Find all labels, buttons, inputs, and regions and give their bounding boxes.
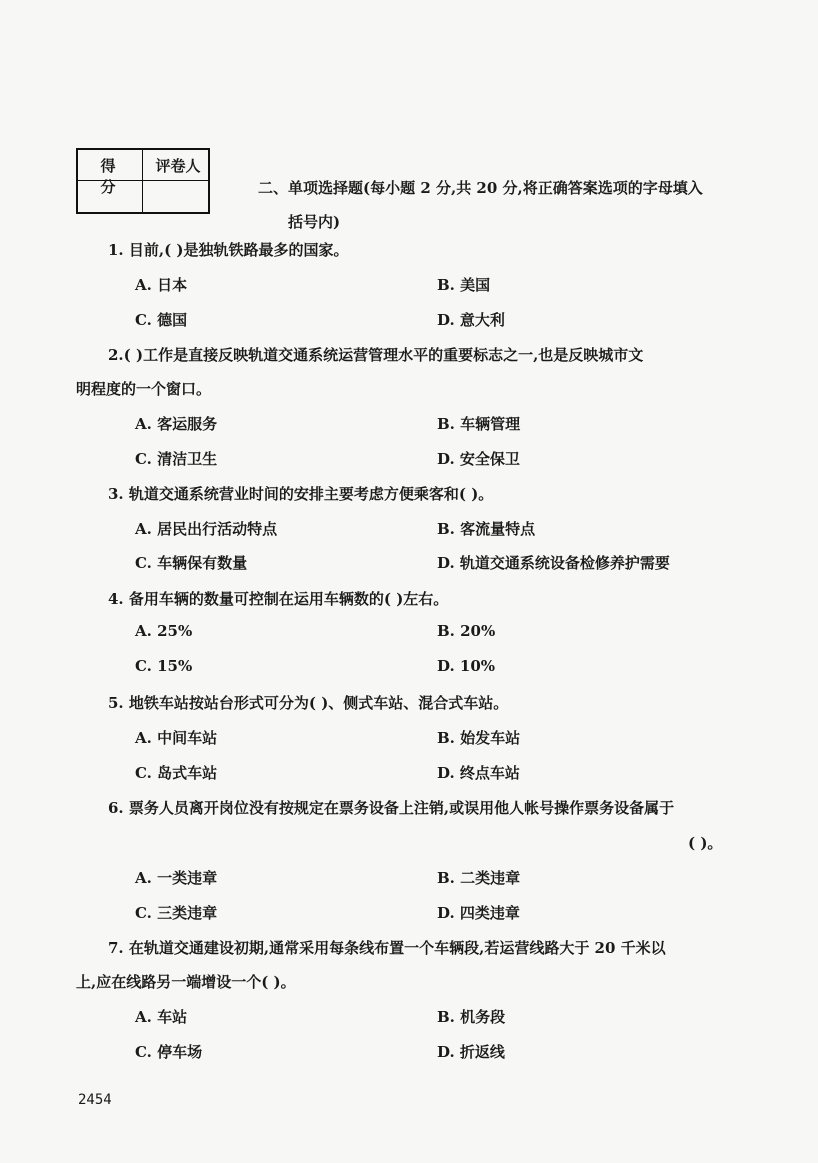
q1-option-a: A. 日本 bbox=[135, 276, 188, 294]
section-title bbox=[258, 171, 758, 239]
q3-option-d: D. 轨道交通系统设备检修养护需要 bbox=[437, 554, 670, 572]
q2-option-d: D. 安全保卫 bbox=[437, 450, 520, 468]
q6-option-a: A. 一类违章 bbox=[135, 869, 218, 887]
q2-option-c: C. 清洁卫生 bbox=[135, 450, 218, 468]
q1-option-c: C. 德国 bbox=[135, 311, 188, 329]
question-7-line1: 7. 在轨道交通建设初期,通常采用每条线布置一个车辆段,若运营线路大于 20 千米以 bbox=[108, 939, 666, 957]
q3-option-c: C. 车辆保有数量 bbox=[135, 554, 248, 572]
q7-option-d: D. 折返线 bbox=[437, 1043, 505, 1061]
question-1: 1. 目前,( )是独轨铁路最多的国家。 bbox=[108, 241, 349, 259]
question-6-line1: 6. 票务人员离开岗位没有按规定在票务设备上注销,或误用他人帐号操作票务设备属于 bbox=[108, 799, 675, 817]
q4-option-a: A. 25% bbox=[135, 622, 193, 640]
q2-option-b: B. 车辆管理 bbox=[437, 415, 521, 433]
score-header: 得 分 bbox=[100, 157, 124, 196]
q7-option-b: B. 机务段 bbox=[437, 1008, 506, 1026]
q4-option-d: D. 10% bbox=[437, 657, 496, 675]
q6-option-c: C. 三类违章 bbox=[135, 904, 218, 922]
question-2-line2: 明程度的一个窗口。 bbox=[76, 380, 212, 398]
q4-option-b: B. 20% bbox=[437, 622, 496, 640]
q1-option-b: B. 美国 bbox=[437, 276, 491, 294]
q6-option-b: B. 二类违章 bbox=[437, 869, 521, 887]
q3-option-a: A. 居民出行活动特点 bbox=[135, 520, 278, 538]
section-title-line1: 二、单项选择题(每小题 2 分,共 20 分,将正确答案选项的字母填入 bbox=[258, 179, 703, 197]
question-7-line2: 上,应在线路另一端增设一个( )。 bbox=[76, 973, 296, 991]
table-divider-vertical bbox=[142, 150, 143, 212]
q7-option-a: A. 车站 bbox=[135, 1008, 188, 1026]
q1-option-d: D. 意大利 bbox=[437, 311, 505, 329]
question-4: 4. 备用车辆的数量可控制在运用车辆数的( )左右。 bbox=[108, 590, 449, 608]
q5-option-d: D. 终点车站 bbox=[437, 764, 520, 782]
page-number: 2454 bbox=[78, 1092, 112, 1108]
q5-option-c: C. 岛式车站 bbox=[135, 764, 218, 782]
question-2-line1: 2.( )工作是直接反映轨道交通系统运营管理水平的重要标志之一,也是反映城市文 bbox=[108, 346, 644, 364]
q5-option-a: A. 中间车站 bbox=[135, 729, 218, 747]
question-6-line2: ( )。 bbox=[688, 834, 723, 852]
section-title-line2: 括号内) bbox=[288, 213, 341, 231]
q6-option-d: D. 四类违章 bbox=[437, 904, 520, 922]
question-5: 5. 地铁车站按站台形式可分为( )、侧式车站、混合式车站。 bbox=[108, 694, 509, 712]
grader-header: 评卷人 bbox=[155, 157, 201, 175]
q4-option-c: C. 15% bbox=[135, 657, 193, 675]
q7-option-c: C. 停车场 bbox=[135, 1043, 203, 1061]
score-table bbox=[76, 148, 210, 214]
question-3: 3. 轨道交通系统营业时间的安排主要考虑方便乘客和( )。 bbox=[108, 485, 494, 503]
q5-option-b: B. 始发车站 bbox=[437, 729, 521, 747]
q2-option-a: A. 客运服务 bbox=[135, 415, 218, 433]
q3-option-b: B. 客流量特点 bbox=[437, 520, 536, 538]
